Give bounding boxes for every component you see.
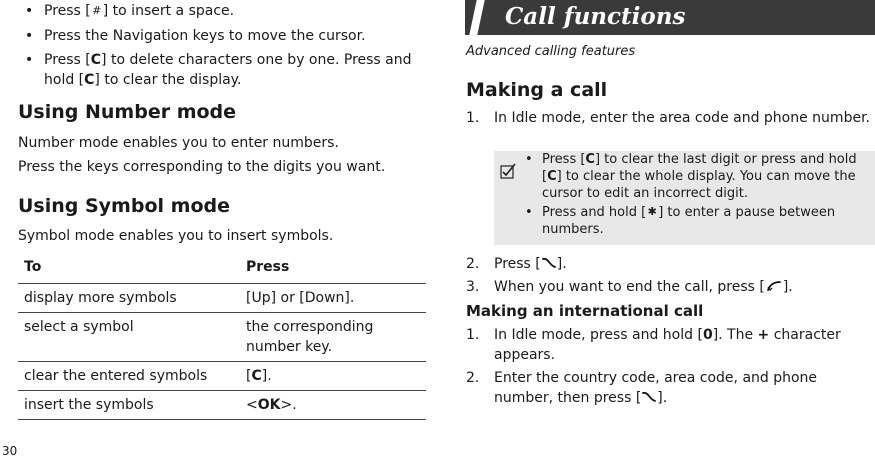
number-mode-desc: Number mode enables you to enter numbers. xyxy=(18,135,339,151)
end-key-icon xyxy=(765,280,783,292)
key-tips-list xyxy=(18,1,418,90)
list-item: • Press [C] to clear the last digit or press and hold [C] to clear the whole display. You can move the cursor to edit an incorrect digit. xyxy=(516,151,868,202)
list-item: 1. In Idle mode, enter the area code and phone number. xyxy=(466,110,870,126)
send-key-icon xyxy=(541,257,557,269)
intl-call-steps xyxy=(466,325,874,408)
making-call-steps-cont xyxy=(466,254,874,297)
making-call-heading: Making a call xyxy=(466,79,608,101)
section-banner xyxy=(465,0,875,35)
symbol-mode-heading: Using Symbol mode xyxy=(18,195,230,217)
list-item: 1. In Idle mode, press and hold [0]. The + character appears. xyxy=(466,327,841,363)
list-item: • Press [#] to insert a space. xyxy=(18,1,418,22)
column-header-press: Press xyxy=(246,259,290,275)
list-item: • Press the Navigation keys to move the cursor. xyxy=(18,26,418,46)
symbol-mode-desc: Symbol mode enables you to insert symbols. xyxy=(18,228,334,244)
list-item: 2. Enter the country code, area code, and phone number, then press [ ]. xyxy=(466,370,818,406)
table-row: display more symbols [Up] or [Down]. xyxy=(18,284,426,313)
note-box xyxy=(494,151,875,245)
number-mode-heading: Using Number mode xyxy=(18,101,237,123)
column-header-to: To xyxy=(24,259,42,275)
list-item: • Press and hold [✱] to enter a pause between numbers. xyxy=(516,204,868,238)
list-item: • Press [C] to delete characters one by one. Press and hold [C] to clear the display. xyxy=(18,50,418,90)
number-mode-instruction: Press the keys corresponding to the digits you want. xyxy=(18,159,386,175)
table-row: select a symbol the corresponding number key. xyxy=(18,313,426,362)
note-check-icon xyxy=(500,163,516,179)
intl-call-heading: Making an international call xyxy=(466,302,704,320)
send-key-icon xyxy=(641,391,657,403)
making-call-steps xyxy=(466,108,874,128)
table-row: clear the entered symbols [C]. xyxy=(18,362,426,391)
section-subtitle: Advanced calling features xyxy=(466,44,636,59)
banner-stripe xyxy=(469,0,484,35)
list-item: 3. When you want to end the call, press [ ]. xyxy=(466,279,793,295)
list-item: 2. Press [ ]. xyxy=(466,256,567,272)
section-title: Call functions xyxy=(505,3,686,30)
page-number: 30 xyxy=(2,444,18,458)
table-header-row xyxy=(18,253,426,284)
note-list xyxy=(516,151,868,238)
hash-key-icon: # xyxy=(92,4,102,17)
table-row: insert the symbols <OK>. xyxy=(18,391,426,420)
symbol-table xyxy=(18,253,426,420)
star-key-icon: ✱ xyxy=(647,205,657,218)
